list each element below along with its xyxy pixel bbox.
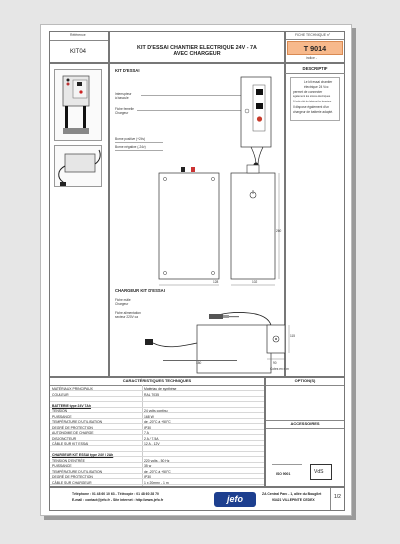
characteristic-key: BATTERIE type 24V 7Ah [52,403,91,408]
footer-address-2: 93421 VILLEPINTE CEDEX [272,498,315,502]
characteristic-value: 1 x 20mm² - 1 m [144,480,169,485]
charger-photo-illustration [55,146,103,188]
options-heading: OPTION(S) [294,378,316,383]
characteristic-key: CÂBLE SUR CHARGEUR [52,480,92,485]
footer-email: E-mail : contact@jefo.fr - Site internet : http://www.jefo.fr [72,498,164,502]
characteristic-value: de -20°C à +50°C [144,469,171,474]
characteristics-table [49,377,265,487]
vds-mark [310,464,332,480]
characteristic-key: TEMPÉRATURE D'UTILISATION [52,420,103,424]
kit-photo [54,69,102,141]
jefo-logo [214,492,256,507]
iso-badge [272,464,302,482]
chargeur-label-fiche-male: Fiche mâle [115,298,131,302]
characteristic-value: de -20°C à +50°C [144,420,171,424]
kit-dim-width-2: 102 [252,280,258,284]
characteristic-key: DEGRÉ DE PROTECTION [52,425,93,430]
characteristic-value: 168 W [144,414,154,419]
descriptif-text-box [290,77,340,121]
units-note: Cotes en mm [270,367,289,371]
characteristic-value: 2 A / 7.5A [144,436,159,441]
characteristic-value: IP30 [144,425,151,430]
characteristic-key: TENSION [52,409,68,413]
descriptif-line-6: Il dispose également d'un [293,105,330,109]
kit-heading: KIT D'ESSAI [115,68,140,73]
characteristics-row [50,480,264,485]
descriptif-line-2: électrique 24 Vcc [304,85,329,89]
characteristic-key: TENSION D'ENTRÉE [52,458,85,463]
kit-label-chargeur: Chargeur [115,111,129,115]
kit-label-borne-negative: Borne négative (-24v) [115,145,146,149]
characteristic-key: MATÉRIAUX PRINCIPAUX [52,387,93,391]
characteristic-key: CHARGEUR KIT ESSAI type 24V / 2Ah [52,453,114,457]
sheet-number-cell [285,31,345,63]
title-cell [109,31,285,63]
chargeur-dim-height: 115 [290,334,296,338]
chargeur-label-fiche-alim: Fiche alimentation [115,311,141,315]
kit-dim-height: 260 [276,229,282,233]
reference-label: Référence [70,33,86,37]
footer-phone: Téléphone : 01 48 60 10 63 - Télécopie : 01 48 60 28 70 [72,492,159,496]
kit-technical-drawing [109,63,285,377]
footer [49,487,345,511]
footer-address-1: ZA Central Parc - 1, allée du Bougilet [262,492,322,496]
characteristic-value: 7 A [144,431,149,435]
iso-label: ISO 9001 [276,472,291,476]
kit-label-borne-positive: Borne positive (+24v) [115,137,146,141]
revision-label: indice - [306,56,317,60]
title-line-2: AVEC CHARGEUR [173,51,221,57]
datasheet-page [40,24,352,516]
kit-label-bascule: à bascule [115,96,129,100]
descriptif-heading: DESCRIPTIF [302,66,328,71]
title-line-1: KIT D'ESSAI CHANTIER ELECTRIQUE 24V - 7A [137,45,257,51]
characteristic-key: DEGRÉ DE PROTECTION [52,475,93,479]
descriptif-line-5: 24 volts côté les fabricant les fermeture. [293,101,332,103]
characteristic-key: AUTONOMIE DE CHARGE [52,431,94,435]
sheet-number-badge [287,41,343,55]
chargeur-label-secteur: secteur 220V ca [115,315,139,319]
charger-photo [54,145,102,187]
characteristic-value: 220 volts - 50 Hz [144,458,170,463]
reference-cell [49,31,109,63]
page-number: 1/2 [334,494,341,500]
characteristics-heading: CARACTÉRISTIQUES TECHNIQUES [122,378,192,383]
characteristic-value: 35 w [144,464,152,468]
reference-value: KIT04 [70,49,87,55]
accessoires-heading: ACCESSOIRES [290,421,320,426]
sheet-number: T 9014 [303,44,327,53]
chargeur-dim-width-2: 90 [273,361,277,365]
characteristic-value: RAL 7035 [144,392,159,397]
characteristic-value: IP30 [144,475,151,479]
characteristic-key: COULEUR [52,392,69,397]
vds-text: VdS [314,469,324,475]
characteristic-key: TEMPÉRATURE D'UTILISATION [52,469,103,474]
kit-label-fiche-femelle: Fiche femelle [115,107,134,111]
chargeur-label-chargeur: Chargeur [115,302,129,306]
kit-dim-width-1: 128 [213,280,219,284]
characteristic-value: 12 A - 12V [144,442,160,446]
descriptif-line-1: Le kit essai chantier [304,80,333,84]
chargeur-heading: CHARGEUR KIT D'ESSAI [115,288,165,293]
sheet-label: FICHE TECHNIQUE n° [295,33,331,37]
characteristic-key: DISJONCTEUR [52,436,77,441]
characteristic-value: 24 volts continu [144,409,168,413]
logo-text: jefo [226,494,243,504]
options-column [265,377,345,487]
characteristic-key: CÂBLE SUR KIT ESSAI [52,442,89,446]
characteristic-key: PUISSANCE [52,414,72,419]
kit-label-interrupteur: Interrupteur [115,92,132,96]
chargeur-dim-width-1: 180 [196,361,202,365]
kit-photo-illustration [55,70,103,142]
characteristic-key: PUISSANCE [52,464,72,468]
descriptif-line-4: également les stores électriques [293,95,331,98]
descriptif-line-7: chargeur de batterie adapté. [293,110,334,114]
characteristic-value: Matériau de synthèse [144,387,177,391]
descriptif-line-3: permet de connecter [293,90,323,94]
